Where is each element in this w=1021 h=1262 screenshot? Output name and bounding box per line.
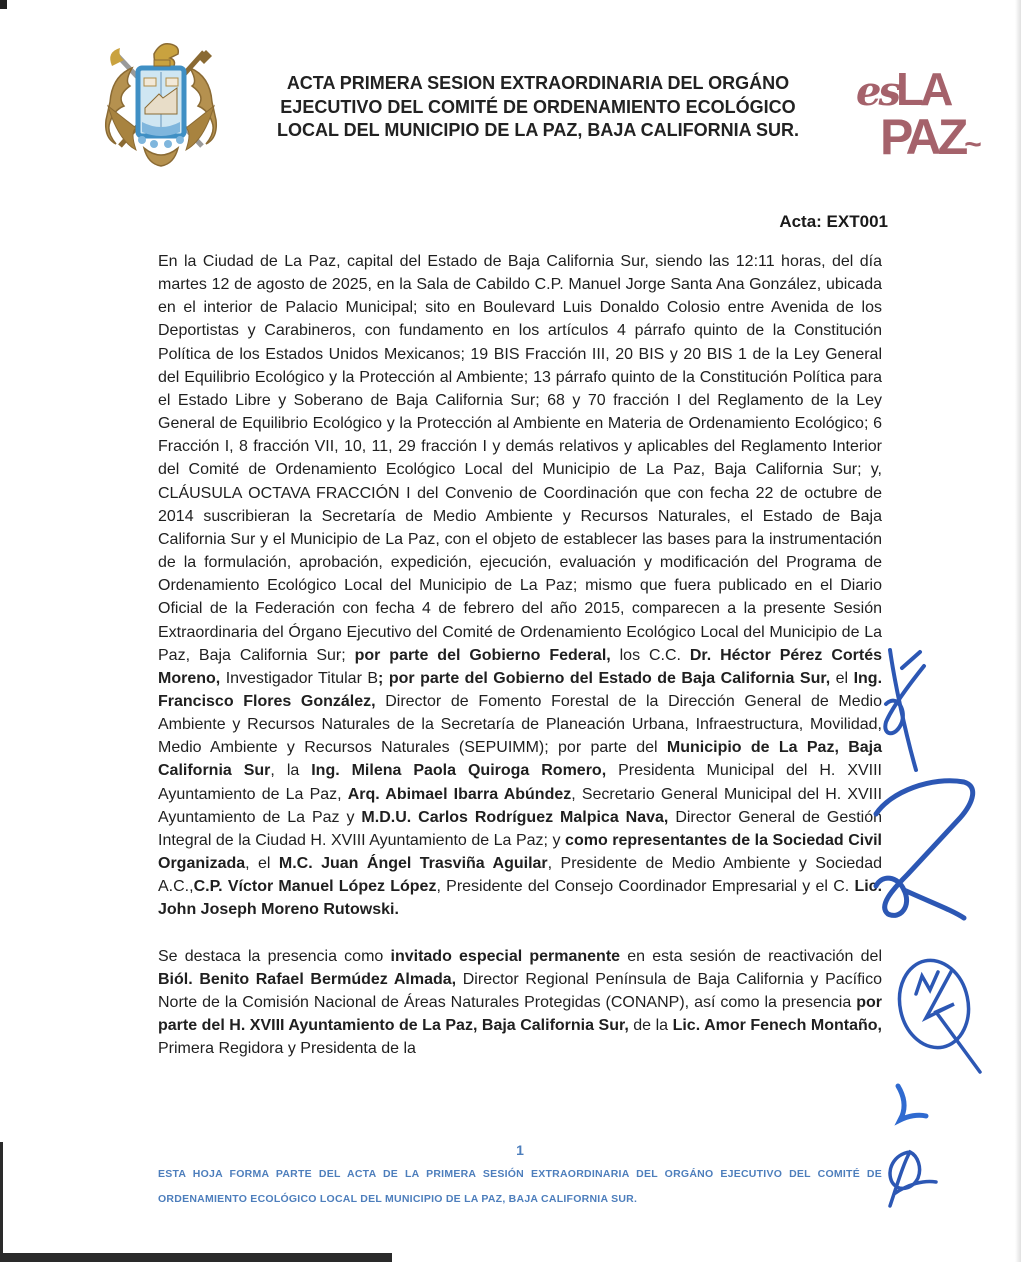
pen-check-tick-icon [890,1082,940,1127]
document-footer [158,1142,882,1212]
es-la-paz-logo [856,56,990,176]
footer-note: ESTA HOJA FORMA PARTE DEL ACTA DE LA PRIMERA SESIÓN EXTRAORDINARIA DEL ORGÁNO EJECUTIVO DEL COMITÉ DE ORDENAMIENTO ECOLÓGICO LOCAL DEL MUNICIPIO DE LA PAZ, BAJA CALIFORNIA SUR. [158,1168,882,1205]
logo-wave-glyph: ~ [964,128,982,161]
title-line-1: ACTA PRIMERA SESION EXTRAORDINARIA DEL ORGÁNO [286,73,790,93]
coat-of-arms-icon [98,36,224,174]
logo-word-la: LA [895,63,950,115]
acta-number-label: Acta: EXT001 [779,212,888,231]
title-line-3: LOCAL DEL MUNICIPIO DE LA PAZ, BAJA CALIFORNIA SUR. [276,120,799,140]
pen-initials-oval-icon [892,952,997,1080]
logo-script-word: es [856,68,898,115]
title-line-2: EJECUTIVO DEL COMITÉ DE ORDENAMIENTO ECOLÓGICO [280,96,796,117]
pen-scribble-cross-icon [868,638,978,783]
document-header [0,0,1021,210]
scan-artifact-bottom-edge [0,1253,392,1262]
document-title [238,72,838,143]
paragraph-special-guests: Se destaca la presencia como invitado especial permanente en esta sesión de reactivación del Biól. Benito Rafael Bermúdez Almada, Director Regional Península de Baja California y Pacífico Norte de la Comisión Nacional de Áreas Naturales Protegidas (CONANP), así como la presencia por parte del H. XVIII Ayuntamiento de La Paz, Baja California Sur, de la Lic. Amor Fenech Montaño, Primera Regidora y Presidenta de la [158,947,882,1058]
scan-artifact-left-edge [0,1142,3,1262]
page-number: 1 [516,1142,524,1158]
paragraph-session-opening: En la Ciudad de La Paz, capital del Estado de Baja California Sur, siendo las 12:11 horas, del día martes 12 de agosto de 2025, en la Sala de Cabildo C.P. Manuel Jorge Santa Ana González, ubicada en el interior de Palacio Municipal; sito en Boulevard Luis Donaldo Colosio entre Avenida de los Deportistas y Carabineros, con fundamento en los artículos 4 párrafo quinto de la Constitución Política de los Estados Unidos Mexicanos; 19 BIS Fracción III, 20 BIS y 20 BIS 1 de la Ley General del Equilibrio Ecológico y la Protección al Ambiente; 13 párrafo quinto de la Constitución Política para el Estado Libre y Soberano de Baja California Sur; 68 y 70 fracción I del Reglamento de la Ley General de Equilibrio Ecológico y la Protección al Ambiente en Materia de Ordenamiento Ecológico; 6 Fracción I, 8 fracción VII, 10, 11, 29 fracción I y demás relativos y aplicables del Reglamento Interior del Comité de Ordenamiento Ecológico Local del Municipio de La Paz, Baja California Sur; y, CLÁUSULA OCTAVA FRACCIÓN I del Convenio de Coordinación que con fecha 22 de octubre de 2014 suscribieran la Secretaría de Medio Ambiente y Recursos Naturales, el Estado de Baja California Sur y el Municipio de La Paz, con el objeto de establecer las bases para la instrumentación de la formulación, aprobación, expedición, ejecución, evaluación y modificación del Programa de Ordenamiento Ecológico Local del Municipio de La Paz; mismo que fuera publicado en el Diario Oficial de la Federación con fecha 4 de febrero del año 2015, comparecen a la presente Sesión Extraordinaria del Órgano Ejecutivo del Comité de Ordenamiento Ecológico Local del Municipio de La Paz, Baja California Sur; por parte del Gobierno Federal, los C.C. Dr. Héctor Pérez Cortés Moreno, Investigador Titular B; por parte del Gobierno del Estado de Baja California Sur, el Ing. Francisco Flores González, Director de Fomento Forestal de la Dirección General de Medio Ambiente y Recursos Naturales de la Secretaría de Planeación Urbana, Infraestructura, Movilidad, Medio Ambiente y Recursos Naturales (SEPUIMM); por parte del Municipio de La Paz, Baja California Sur, la Ing. Milena Paola Quiroga Romero, Presidenta Municipal del H. XVIII Ayuntamiento de La Paz, Arq. Abimael Ibarra Abúndez, Secretario General Municipal del H. XVIII Ayuntamiento de La Paz y M.D.U. Carlos Rodríguez Malpica Nava, Director General de Gestión Integral de la Ciudad H. XVIII Ayuntamiento de La Paz; y como representantes de la Sociedad Civil Organizada, el M.C. Juan Ángel Trasviña Aguilar, Presidente de Medio Ambiente y Sociedad A.C.,C.P. Víctor Manuel López López, Presidente del Consejo Coordinador Empresarial y el C. Lic. John Joseph Moreno Rutowski. [158,253,883,919]
pen-loop-q-icon [880,1148,950,1213]
document-body [158,250,882,1083]
logo-word-paz: PAZ [880,109,965,165]
